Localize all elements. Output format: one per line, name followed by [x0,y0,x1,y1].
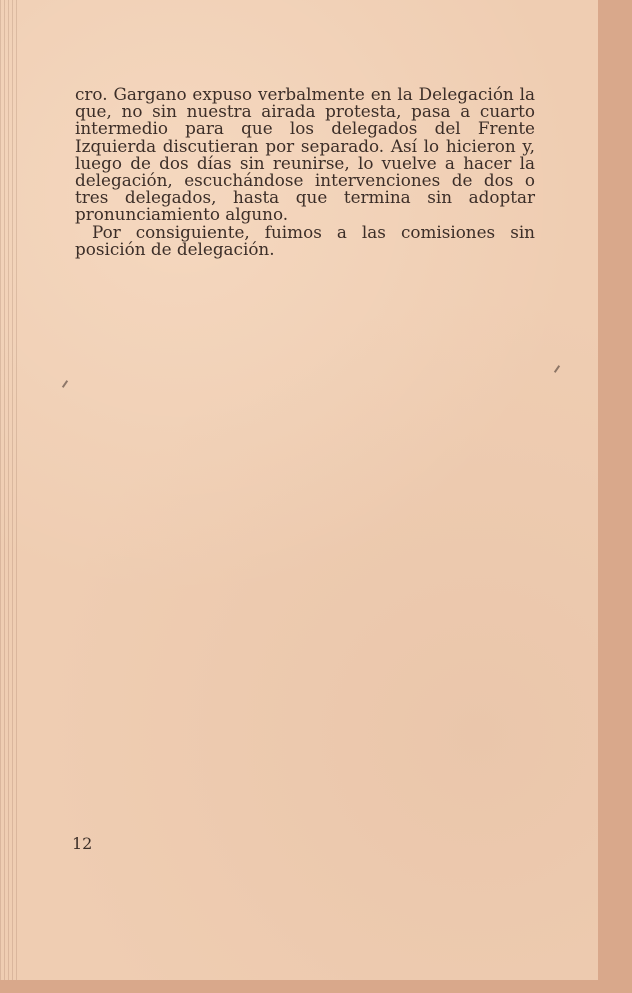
paragraph-1: cro. Gargano expuso verbalmente en la Delegación la que, no sin nuestra airada protesta, pasa a cuarto intermedio para que los delegados del Frente Izquierda discutieran por separado. Así lo hicieron y, luego de dos días sin reunirse, lo vuelve a hacer la delegación, escuchándose intervenciones de dos o tres delegados, hasta que termina sin adoptar pronunciamiento alguno. [75,84,535,225]
paragraph-2: Por consiguiente, fuimos a las comisiones sin posición de delegación. [75,221,535,259]
body-text [75,86,535,258]
paper-speck [554,365,560,373]
page-edge-stack [0,0,20,980]
page-number: 12 [72,834,93,853]
paper-speck [62,380,68,388]
